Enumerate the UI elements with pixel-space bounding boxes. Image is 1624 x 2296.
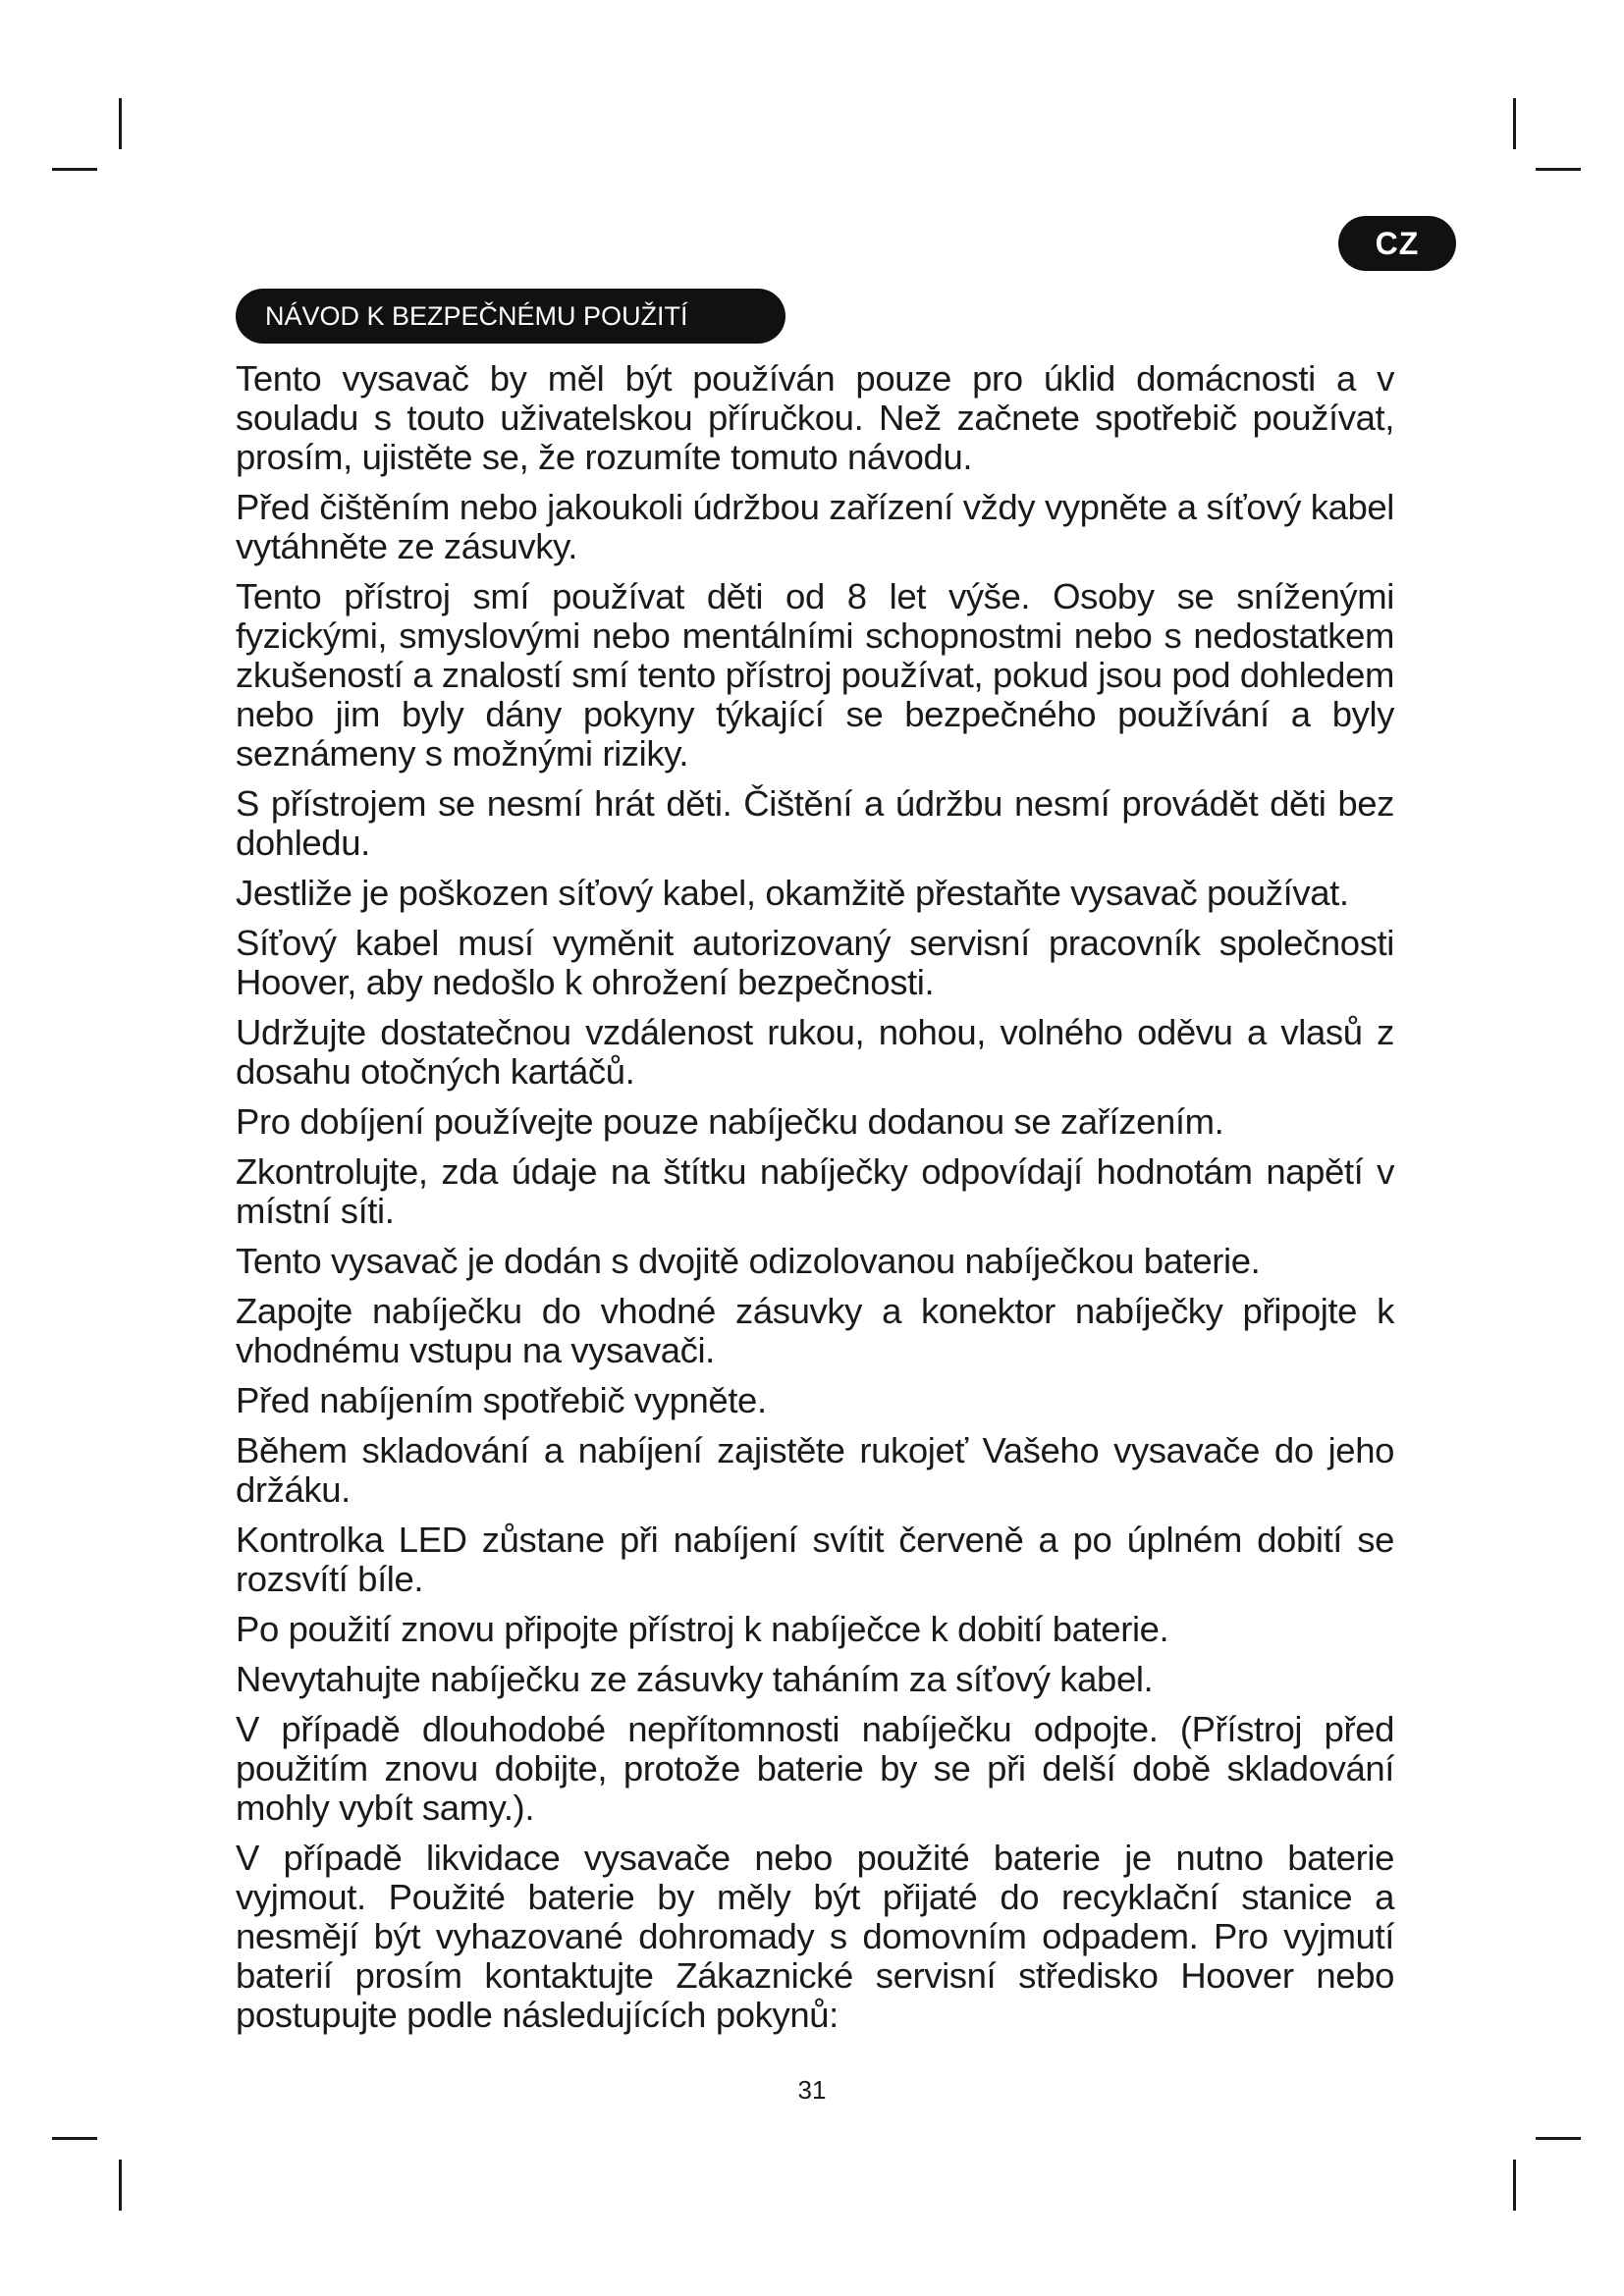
paragraph: V případě likvidace vysavače nebo použité baterie je nutno baterie vyjmout. Použité baterie by měly být přijaté do recyklační stanice a nesmějí být vyhazované dohromady s domovním odpadem. Pro vyjmutí baterií prosím kontaktujte Zákaznické servisní středisko Hoover nebo postupujte podle následujících pokynů:: [236, 1838, 1394, 2035]
paragraph: Tento vysavač by měl být používán pouze pro úklid domácnosti a v souladu s touto uživatelskou příručkou. Než začnete spotřebič používat, prosím, ujistěte se, že rozumíte tomuto návodu.: [236, 358, 1394, 477]
paragraph: Udržujte dostatečnou vzdálenost rukou, nohou, volného oděvu a vlasů z dosahu otočných kartáčů.: [236, 1012, 1394, 1092]
page-number: 31: [797, 2075, 827, 2105]
crop-mark-top-right-horizontal: [1536, 168, 1581, 171]
paragraph: S přístrojem se nesmí hrát děti. Čištění a údržbu nesmí provádět děti bez dohledu.: [236, 783, 1394, 863]
paragraph: V případě dlouhodobé nepřítomnosti nabíječku odpojte. (Přístroj před použitím znovu dobijte, protože baterie by se při delší době skladování mohly vybít samy.).: [236, 1709, 1394, 1828]
safety-instructions: [236, 359, 1394, 2046]
language-badge: CZ: [1338, 216, 1456, 271]
paragraph: Tento přístroj smí používat děti od 8 let výše. Osoby se sníženými fyzickými, smyslovými nebo mentálními schopnostmi nebo s nedostatkem zkušeností a znalostí smí tento přístroj používat, pokud jsou pod dohledem nebo jim byly dány pokyny týkající se bezpečného používání a byly seznámeny s možnými riziky.: [236, 576, 1394, 774]
crop-mark-bottom-left-vertical: [119, 2160, 122, 2211]
paragraph: Kontrolka LED zůstane při nabíjení svítit červeně a po úplném dobití se rozsvítí bíle.: [236, 1520, 1394, 1599]
crop-mark-top-left-vertical: [119, 98, 122, 149]
paragraph: Před čištěním nebo jakoukoli údržbou zařízení vždy vypněte a síťový kabel vytáhněte ze zásuvky.: [236, 487, 1394, 566]
paragraph: Jestliže je poškozen síťový kabel, okamžitě přestaňte vysavač používat.: [236, 873, 1349, 913]
paragraph: Nevytahujte nabíječku ze zásuvky taháním za síťový kabel.: [236, 1659, 1154, 1699]
crop-mark-bottom-left-horizontal: [52, 2137, 97, 2140]
section-title: NÁVOD K BEZPEČNÉMU POUŽITÍ: [236, 289, 785, 344]
crop-mark-top-left-horizontal: [52, 168, 97, 171]
crop-mark-bottom-right-vertical: [1513, 2160, 1516, 2211]
paragraph: Před nabíjením spotřebič vypněte.: [236, 1380, 767, 1420]
paragraph: Po použití znovu připojte přístroj k nabíječce k dobití baterie.: [236, 1609, 1169, 1649]
paragraph: Tento vysavač je dodán s dvojitě odizolovanou nabíječkou baterie.: [236, 1241, 1261, 1281]
paragraph: Zapojte nabíječku do vhodné zásuvky a konektor nabíječky připojte k vhodnému vstupu na vysavači.: [236, 1291, 1394, 1370]
paragraph: Pro dobíjení používejte pouze nabíječku dodanou se zařízením.: [236, 1101, 1224, 1142]
paragraph: Během skladování a nabíjení zajistěte rukojeť Vašeho vysavače do jeho držáku.: [236, 1430, 1394, 1510]
paragraph: Zkontrolujte, zda údaje na štítku nabíječky odpovídají hodnotám napětí v místní síti.: [236, 1151, 1394, 1231]
crop-mark-top-right-vertical: [1513, 98, 1516, 149]
crop-mark-bottom-right-horizontal: [1536, 2137, 1581, 2140]
paragraph: Síťový kabel musí vyměnit autorizovaný servisní pracovník společnosti Hoover, aby nedošlo k ohrožení bezpečnosti.: [236, 923, 1394, 1002]
